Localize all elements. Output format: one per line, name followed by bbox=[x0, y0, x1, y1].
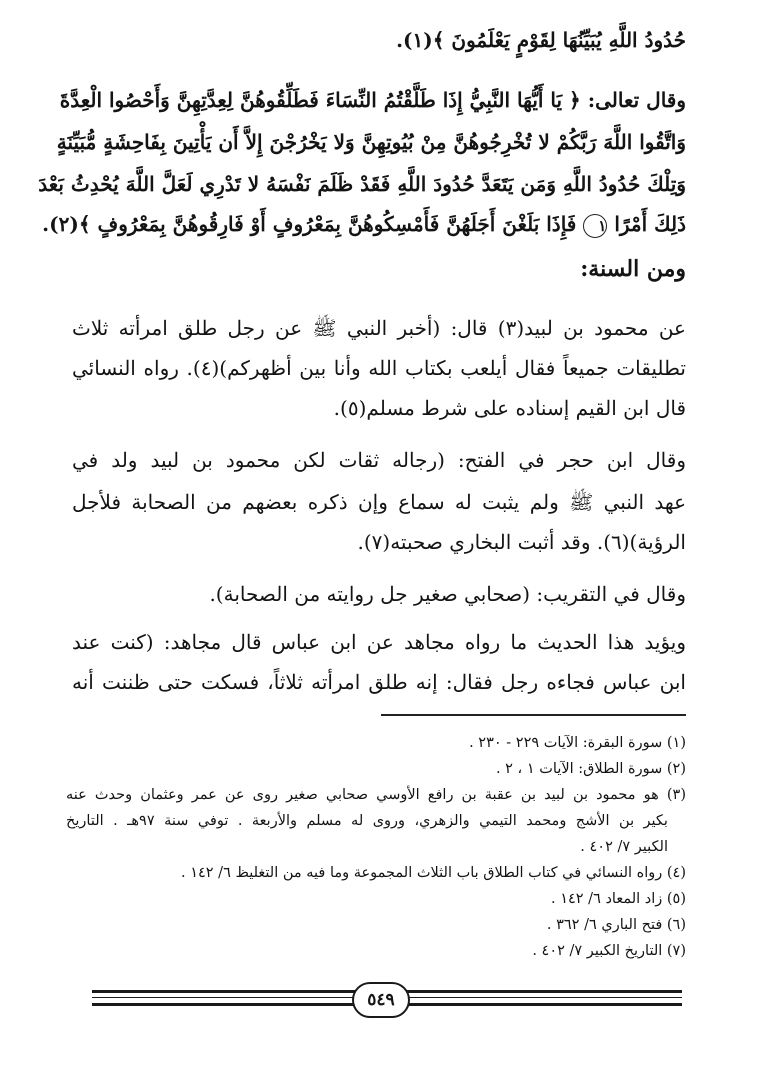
body-line-3: قال ابن القيم إسناده على شرط مسلم(٥). bbox=[333, 396, 686, 420]
verse-fragment: ذَلِكَ أَمْرًا bbox=[614, 212, 686, 236]
body-line-8: ويؤيد هذا الحديث ما رواه مجاهد عن ابن عباس قال مجاهد: (كنت عند bbox=[72, 630, 686, 654]
body-line-5: عهد النبي ﷺ ولم يثبت له سماع وإن ذكره بعضهم من الصحابة فلأجل bbox=[72, 490, 686, 514]
body-line-7: وقال في التقريب: (صحابي صغير جل روايته من الصحابة). bbox=[209, 582, 686, 606]
verse-line-1: حُدُودُ اللَّهِ يُبَيِّنُهَا لِقَوْمٍ يَعْلَمُونَ ﴾(١). bbox=[396, 28, 686, 52]
verse-line-3: وَاتَّقُوا اللَّهَ رَبَّكُمْ لا تُخْرِجُوهُنَّ مِنْ بُيُوتِهِنَّ وَلا يَخْرُجْنَ إِلاَّ أَن يَأْتِينَ بِفَاحِشَةٍ مُّبَيِّنَةٍ bbox=[56, 130, 686, 154]
verse-line-5 bbox=[42, 212, 686, 238]
verse-line-4: وَتِلْكَ حُدُودُ اللَّهِ وَمَن يَتَعَدَّ حُدُودَ اللَّهِ فَقَدْ ظَلَمَ نَفْسَهُ لا تَدْرِي لَعَلَّ اللَّهَ يُحْدِثُ بَعْدَ bbox=[38, 172, 686, 196]
footnote-3-line-1: (٣) هو محمود بن لبيد بن عقبة بن رافع الأوسي صحابي صغير روى عن عمر وعثمان وحدث عنه bbox=[66, 787, 686, 803]
verse-fragment-2: فَإِذَا بَلَغْنَ أَجَلَهُنَّ فَأَمْسِكُوهُنَّ بِمَعْرُوفٍ أَوْ فَارِقُوهُنَّ بِمَعْرُوفٍ ﴾(٢). bbox=[42, 212, 577, 236]
footnote-1: (١) سورة البقرة: الآيات ٢٢٩ - ٢٣٠ . bbox=[469, 735, 686, 751]
footnote-3-line-3: الكبير ٧/ ٤٠٢ . bbox=[580, 839, 668, 855]
verse-end-ornament-icon: ١ bbox=[583, 214, 607, 238]
footnote-separator bbox=[381, 714, 686, 716]
footnote-2: (٢) سورة الطلاق: الآيات ١ ، ٢ . bbox=[495, 761, 686, 777]
footnote-4: (٤) رواه النسائي في كتاب الطلاق باب الثلاث المجموعة وما فيه من التغليظ ٦/ ١٤٢ . bbox=[180, 865, 686, 881]
footnote-7: (٧) التاريخ الكبير ٧/ ٤٠٢ . bbox=[532, 943, 686, 959]
body-line-1: عن محمود بن لبيد(٣) قال: (أخبر النبي ﷺ عن رجل طلق امرأته ثلاث bbox=[72, 316, 686, 340]
footnote-6: (٦) فتح الباري ٦/ ٣٦٢ . bbox=[546, 917, 686, 933]
verse-line-2: وقال تعالى: ﴿ يَا أَيُّهَا النَّبِيُّ إِذَا طَلَّقْتُمُ النِّسَاءَ فَطَلِّقُوهُنَّ لِعِدَّتِهِنَّ وَأَحْصُوا الْعِدَّةَ bbox=[59, 88, 686, 112]
body-line-6: الرؤية)(٦). وقد أثبت البخاري صحبته(٧). bbox=[357, 530, 686, 554]
footnote-3-line-2: بكير بن الأشج ومحمد التيمي والزهري، وروى له مسلم والأربعة . توفي سنة ٩٧هـ . التاريخ bbox=[66, 813, 668, 829]
page-number: ٥٤٩ bbox=[352, 982, 410, 1018]
body-line-9: ابن عباس فجاءه رجل فقال: إنه طلق امرأته ثلاثاً، فسكت حتى ظننت أنه bbox=[72, 670, 686, 694]
body-line-2: تطليقات جميعاً فقال أيلعب بكتاب الله وأنا بين أظهركم)(٤). رواه النسائي bbox=[72, 356, 686, 380]
footnote-5: (٥) زاد المعاد ٦/ ١٤٢ . bbox=[550, 891, 686, 907]
body-line-4: وقال ابن حجر في الفتح: (رجاله ثقات لكن محمود بن لبيد ولد في bbox=[72, 448, 686, 472]
section-heading: ومن السنة: bbox=[580, 256, 686, 282]
